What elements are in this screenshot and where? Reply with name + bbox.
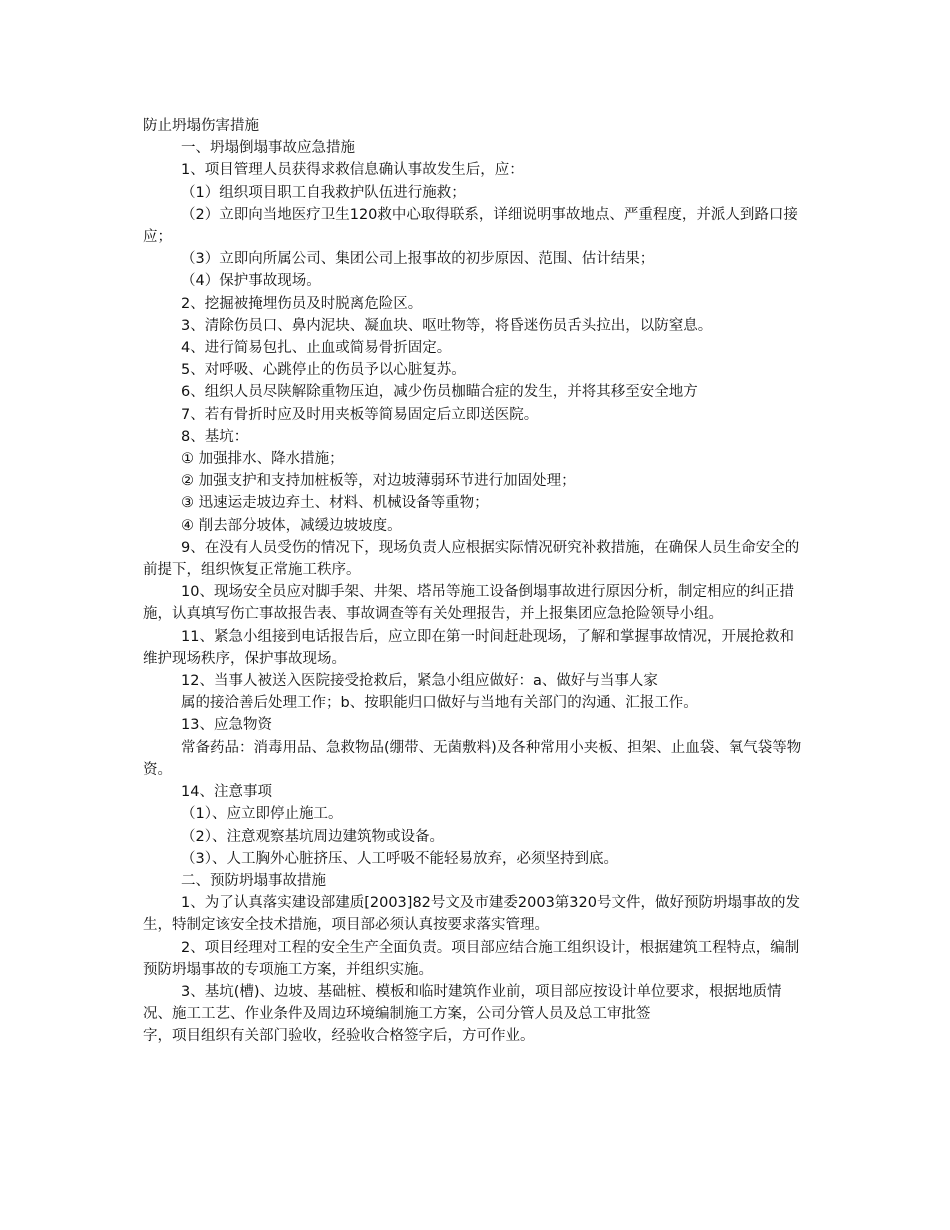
document-body [143,115,805,1048]
paragraph-line: 1、为了认真落实建设部建质[2003]82号文及市建委2003第320号文件，做好预防坍塌事故的发生，特制定该安全技术措施，项目部必须认真按要求落实管理。 [143,895,800,934]
paragraph-line: 4、进行简易包扎、止血或简易骨折固定。 [181,340,452,357]
paragraph-line: 一、坍塌倒塌事故应急措施 [181,140,355,157]
paragraph-line: （1）组织项目职工自我救护队伍进行施救； [181,184,466,201]
paragraph-line: 3、基坑(槽)、边坡、基础桩、模板和临时建筑作业前，项目部应按设计单位要求，根据地质情况、施工工艺、作业条件及周边环境编制施工方案，公司分管人员及总工审批签 [143,983,782,1023]
paragraph-line: 1、项目管理人员获得求救信息确认事故发生后，应： [181,162,524,179]
paragraph-line: 属的接洽善后处理工作；b、按职能归口做好与当地有关部门的沟通、汇报工作。 [181,695,698,712]
paragraph-line: 14、注意事项 [181,784,272,801]
paragraph-line: （1）、应立即停止施工。 [181,806,343,823]
paragraph-line: （2）、注意观察基坑周边建筑物或设备。 [181,828,444,845]
paragraph-line: ② 加强支护和支持加桩板等，对边坡薄弱环节进行加固处理； [181,473,576,490]
paragraph-line: 10、现场安全员应对脚手架、井架、塔吊等施工设备倒塌事故进行原因分析，制定相应的纠正措施，认真填写伤亡事故报告表、事故调查等有关处理报告，并上报集团应急抢险领导小组。 [143,584,794,623]
paragraph-line: 13、应急物资 [181,717,272,734]
paragraph-line: 常备药品：消毒用品、急救物品(绷带、无菌敷料)及各种常用小夹板、担架、止血袋、氧气袋等物资。 [143,739,802,778]
paragraph-line: 6、组织人员尽陕解除重物压迫，减少伤员枷瞄合症的发生，并将其移至安全地方 [181,384,698,401]
paragraph-line: ④ 削去部分坡体，减缓边坡坡度。 [181,517,402,534]
paragraph-line: ③ 迅速运走坡边弃土、材料、机械设备等重物； [181,495,489,512]
paragraph-line: ① 加强排水、降水措施； [181,451,344,468]
paragraph-line: 字，项目组织有关部门验收，经验收合格签字后，方可作业。 [143,1028,535,1045]
paragraph-line: 二、预防坍塌事故措施 [181,872,326,889]
paragraph-line: 9、在没有人员受伤的情况下，现场负责人应根据实际情况研究补救措施，在确保人员生命安全的前提下，组织恢复正常施工秩序。 [143,539,800,579]
paragraph-line: 3、清除伤员口、鼻内泥块、凝血块、呕吐物等，将昏迷伤员舌头拉出，以防窒息。 [181,317,713,334]
paragraph-line: 2、项目经理对工程的安全生产全面负责。项目部应结合施工组织设计，根据建筑工程特点，编制预防坍塌事故的专项施工方案，并组织实施。 [143,939,800,978]
paragraph-line: 11、紧急小组接到电话报告后，应立即在第一时间赶赴现场，了解和掌握事故情况，开展抢救和维护现场秩序，保护事故现场。 [143,628,794,667]
paragraph-line: 12、当事人被送入医院接受抢救后，紧急小组应做好：a、做好与当事人家 [181,673,658,690]
paragraph-line: 8、基坑： [181,428,249,445]
paragraph-line: 7、若有骨折时应及时用夹板等简易固定后立即送医院。 [181,406,539,423]
paragraph-line: （3）、人工胸外心脏挤压、人工呼吸不能轻易放弃，必须坚持到底。 [181,850,618,867]
paragraph-line: （3）立即向所属公司、集团公司上报事故的初步原因、范围、估计结果； [181,251,655,268]
document-title: 防止坍塌伤害措施 [143,118,259,134]
paragraph-line: （4）保护事故现场。 [181,273,321,290]
paragraph-line: 2、挖掘被掩埋伤员及时脱离危险区。 [181,295,423,312]
paragraph-line: （2）立即向当地医疗卫生120救中心取得联系，详细说明事故地点、严重程度，并派人到路口接应； [143,206,798,246]
paragraph-line: 5、对呼吸、心跳停止的伤员予以心脏复苏。 [181,362,466,379]
